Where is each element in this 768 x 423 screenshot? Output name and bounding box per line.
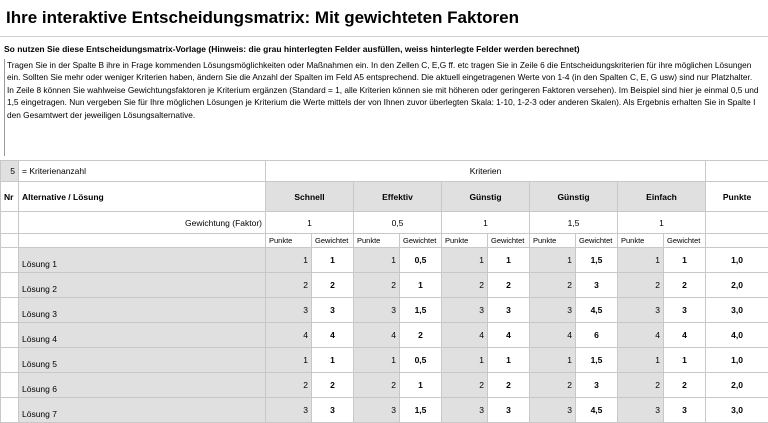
score-cell[interactable]: 2 — [530, 273, 576, 298]
weight-points-cell — [706, 212, 768, 234]
sub-weighted-label: Gewichtet — [576, 234, 618, 248]
weight-cell-2[interactable]: 0,5 — [354, 212, 442, 234]
sub-label-cell — [19, 234, 266, 248]
criterion-header-1[interactable]: Schnell — [266, 182, 354, 212]
alternative-header: Alternative / Lösung — [19, 182, 266, 212]
weighted-score-cell: 3 — [312, 398, 354, 423]
weighted-score-cell: 1 — [664, 348, 706, 373]
weighted-score-cell: 1 — [400, 273, 442, 298]
weighted-score-cell: 2 — [664, 373, 706, 398]
page-title: Ihre interaktive Entscheidungsmatrix: Mit gewichteten Faktoren — [6, 8, 519, 28]
score-cell[interactable]: 1 — [618, 248, 664, 273]
weighted-score-cell: 1 — [312, 348, 354, 373]
score-cell[interactable]: 3 — [442, 398, 488, 423]
total-points-cell: 2,0 — [706, 273, 768, 298]
weighted-score-cell: 1 — [664, 248, 706, 273]
total-points-cell: 1,0 — [706, 348, 768, 373]
score-cell[interactable]: 2 — [530, 373, 576, 398]
table-row — [1, 248, 768, 273]
weighted-score-cell: 2 — [488, 373, 530, 398]
score-cell[interactable]: 1 — [530, 348, 576, 373]
sub-points-label: Punkte — [530, 234, 576, 248]
score-cell[interactable]: 1 — [266, 348, 312, 373]
header-blank-cell — [706, 161, 768, 182]
weighted-score-cell: 1,5 — [400, 298, 442, 323]
weighted-score-cell: 0,5 — [400, 348, 442, 373]
score-cell[interactable]: 2 — [266, 273, 312, 298]
weight-nr-cell — [1, 212, 19, 234]
score-cell[interactable]: 4 — [618, 323, 664, 348]
sub-weighted-label: Gewichtet — [400, 234, 442, 248]
solution-label[interactable]: Lösung 4 — [19, 323, 266, 348]
score-cell[interactable]: 4 — [442, 323, 488, 348]
weighted-score-cell: 1 — [488, 248, 530, 273]
score-cell[interactable]: 2 — [354, 373, 400, 398]
score-cell[interactable]: 1 — [442, 248, 488, 273]
score-cell[interactable]: 4 — [354, 323, 400, 348]
instructions-text — [4, 59, 762, 156]
total-points-cell: 4,0 — [706, 323, 768, 348]
weighted-score-cell: 4,5 — [576, 398, 618, 423]
weighted-score-cell: 2 — [664, 273, 706, 298]
table-row — [1, 398, 768, 423]
score-cell[interactable]: 2 — [354, 273, 400, 298]
row-nr-cell — [1, 248, 19, 273]
points-header: Punkte — [706, 182, 768, 212]
weighted-score-cell: 1 — [488, 348, 530, 373]
criteria-count-label: = Kriterienanzahl — [19, 161, 266, 182]
title-divider — [0, 36, 768, 37]
weighted-score-cell: 4 — [664, 323, 706, 348]
weighted-score-cell: 0,5 — [400, 248, 442, 273]
criterion-header-4[interactable]: Günstig — [530, 182, 618, 212]
solution-label[interactable]: Lösung 2 — [19, 273, 266, 298]
weighted-score-cell: 1 — [312, 248, 354, 273]
sub-points-label: Punkte — [266, 234, 312, 248]
score-cell[interactable]: 1 — [354, 348, 400, 373]
score-cell[interactable]: 3 — [354, 398, 400, 423]
weighted-score-cell: 4 — [312, 323, 354, 348]
weighted-score-cell: 3 — [488, 298, 530, 323]
weighted-score-cell: 2 — [312, 273, 354, 298]
score-cell[interactable]: 3 — [266, 398, 312, 423]
row-nr-cell — [1, 273, 19, 298]
row-nr-cell — [1, 398, 19, 423]
score-cell[interactable]: 3 — [530, 298, 576, 323]
sub-points-label: Punkte — [442, 234, 488, 248]
score-cell[interactable]: 1 — [354, 248, 400, 273]
weighted-score-cell: 3 — [576, 373, 618, 398]
score-cell[interactable]: 1 — [618, 348, 664, 373]
solution-label[interactable]: Lösung 3 — [19, 298, 266, 323]
score-cell[interactable]: 3 — [618, 298, 664, 323]
score-cell[interactable]: 1 — [442, 348, 488, 373]
weighted-score-cell: 4,5 — [576, 298, 618, 323]
sub-points-label: Punkte — [618, 234, 664, 248]
score-cell[interactable]: 2 — [266, 373, 312, 398]
total-points-cell: 3,0 — [706, 398, 768, 423]
criteria-count-cell[interactable]: 5 — [1, 161, 19, 182]
weight-label: Gewichtung (Faktor) — [19, 212, 266, 234]
score-cell[interactable]: 2 — [442, 373, 488, 398]
nr-header: Nr — [1, 182, 19, 212]
instructions-paragraph-2: In Zeile 8 können Sie wahlweise Gewichtungsfaktoren je Kriterium ergänzen (Standard = 1, alle Kriterien können sie mit höheren oder geringeren Faktoren versehen). Im Beispiel sind hier je einmal 0,5 und 1,5 eingetragen. Nun vergeben Sie für Ihre möglichen Lösungen je Kriterium die Werte mittels der von Ihnen zuvor überlegten Skala: 1-10, 1-2-3 oder anderen Skalen). Als Ergebnis erhalten Sie in Spalte I den Gesamtwert der jeweiligen Lösungsalternative. — [7, 84, 762, 121]
weighted-score-cell: 3 — [664, 398, 706, 423]
decision-matrix-table — [0, 160, 768, 423]
solution-label[interactable]: Lösung 7 — [19, 398, 266, 423]
sub-weighted-label: Gewichtet — [312, 234, 354, 248]
sub-points-end-cell — [706, 234, 768, 248]
score-cell[interactable]: 2 — [618, 373, 664, 398]
row-nr-cell — [1, 373, 19, 398]
weighted-score-cell: 2 — [400, 323, 442, 348]
score-cell[interactable]: 3 — [530, 398, 576, 423]
score-cell[interactable]: 3 — [266, 298, 312, 323]
weighted-score-cell: 1 — [400, 373, 442, 398]
weighted-score-cell: 2 — [488, 273, 530, 298]
solution-label[interactable]: Lösung 5 — [19, 348, 266, 373]
score-cell[interactable]: 4 — [266, 323, 312, 348]
table-row — [1, 373, 768, 398]
weighted-score-cell: 3 — [664, 298, 706, 323]
criterion-header-2[interactable]: Effektiv — [354, 182, 442, 212]
table-row — [1, 323, 768, 348]
score-cell[interactable]: 3 — [618, 398, 664, 423]
table-row — [1, 298, 768, 323]
score-cell[interactable]: 4 — [530, 323, 576, 348]
instructions-paragraph-1: Tragen Sie in der Spalte B ihre in Frage kommenden Lösungsmöglichkeiten oder Maßnahmen ein. In den Zellen C, E,G ff. etc tragen Sie in Zeile 6 die Entscheidungskriterien für ihre möglichen Lösungen ein. Sollten Sie mehr oder weniger Kriterien haben, ändern Sie die Anzahl der Spalten im Feld A5 entsprechend. Die aktuell eingetragenen Werte von 1-4 (in den Spalten C, E, G usw) sind nur Platzhalter. — [7, 59, 762, 84]
criterion-header-3[interactable]: Günstig — [442, 182, 530, 212]
sub-points-label: Punkte — [354, 234, 400, 248]
total-points-cell: 2,0 — [706, 373, 768, 398]
table-row — [1, 348, 768, 373]
weight-cell-5[interactable]: 1 — [618, 212, 706, 234]
row-nr-cell — [1, 323, 19, 348]
sub-weighted-label: Gewichtet — [664, 234, 706, 248]
weighted-score-cell: 2 — [312, 373, 354, 398]
weighted-score-cell: 4 — [488, 323, 530, 348]
score-cell[interactable]: 2 — [442, 273, 488, 298]
solution-label[interactable]: Lösung 6 — [19, 373, 266, 398]
weight-cell-4[interactable]: 1,5 — [530, 212, 618, 234]
score-cell[interactable]: 1 — [266, 248, 312, 273]
criteria-header: Kriterien — [266, 161, 706, 182]
weighted-score-cell: 6 — [576, 323, 618, 348]
total-points-cell: 1,0 — [706, 248, 768, 273]
weight-cell-1[interactable]: 1 — [266, 212, 354, 234]
weighted-score-cell: 3 — [312, 298, 354, 323]
table-row — [1, 273, 768, 298]
row-nr-cell — [1, 348, 19, 373]
weighted-score-cell: 1,5 — [576, 248, 618, 273]
weighted-score-cell: 1,5 — [576, 348, 618, 373]
score-cell[interactable]: 2 — [618, 273, 664, 298]
score-cell[interactable]: 1 — [530, 248, 576, 273]
weighted-score-cell: 3 — [576, 273, 618, 298]
weighted-score-cell: 3 — [488, 398, 530, 423]
criterion-header-5[interactable]: Einfach — [618, 182, 706, 212]
sub-weighted-label: Gewichtet — [488, 234, 530, 248]
score-cell[interactable]: 3 — [354, 298, 400, 323]
total-points-cell: 3,0 — [706, 298, 768, 323]
weight-cell-3[interactable]: 1 — [442, 212, 530, 234]
row-nr-cell — [1, 298, 19, 323]
score-cell[interactable]: 3 — [442, 298, 488, 323]
solution-label[interactable]: Lösung 1 — [19, 248, 266, 273]
instructions-heading: So nutzen Sie diese Entscheidungsmatrix-Vorlage (Hinweis: die grau hinterlegten Felder ausfüllen, weiss hinterlegte Felder werden berechnet) — [4, 44, 580, 54]
weighted-score-cell: 1,5 — [400, 398, 442, 423]
sub-nr-cell — [1, 234, 19, 248]
